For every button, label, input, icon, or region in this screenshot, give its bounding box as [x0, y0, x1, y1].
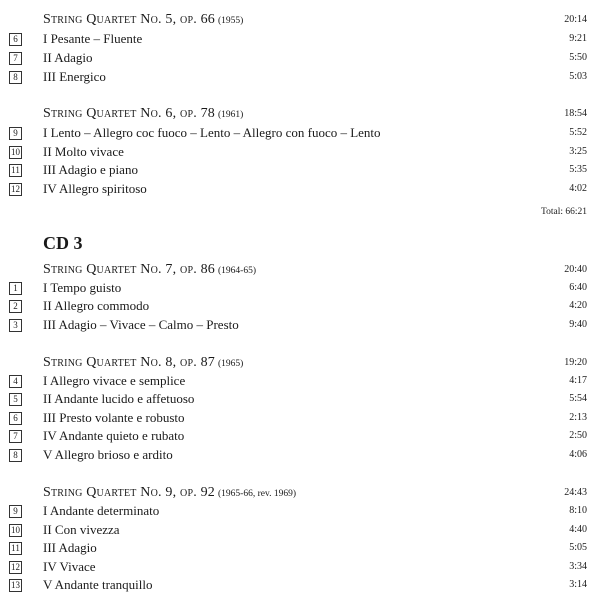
- track-number: 11: [9, 164, 22, 177]
- track-duration: 5:05: [569, 542, 587, 553]
- track-title: IV Vivace: [43, 559, 96, 574]
- track-number: 7: [9, 52, 22, 65]
- work-title: String Quartet No. 9, op. 92 (1965-66, rev. 1969): [43, 485, 297, 500]
- work-title: String Quartet No. 8, op. 87 (1965): [43, 355, 244, 370]
- track-row: [0, 69, 600, 88]
- track-title: III Presto volante e robusto: [43, 410, 185, 425]
- track-row: [0, 522, 600, 541]
- track-duration: 6:40: [569, 282, 587, 293]
- work-duration: 20:40: [564, 264, 587, 275]
- work-title: String Quartet No. 5, op. 66 (1955): [43, 12, 244, 27]
- track-duration: 9:21: [569, 33, 587, 44]
- track-title: I Tempo guisto: [43, 280, 122, 295]
- track-duration: 3:14: [569, 579, 587, 590]
- track-duration: 5:52: [569, 127, 587, 138]
- track-title: II Adagio: [43, 50, 93, 65]
- track-number: 3: [9, 319, 22, 332]
- track-row: [0, 181, 600, 200]
- track-row: [0, 391, 600, 410]
- track-duration: 5:54: [569, 393, 587, 404]
- track-row: [0, 317, 600, 336]
- track-number: 10: [11, 525, 20, 535]
- disc-heading: CD 3: [43, 233, 83, 253]
- track-number: 1: [9, 282, 22, 295]
- track-duration: 4:20: [569, 300, 587, 311]
- track-title: V Andante tranquillo: [43, 577, 153, 592]
- track-title: I Andante determinato: [43, 503, 160, 518]
- track-duration: 5:35: [569, 164, 587, 175]
- track-title: IV Allegro spiritoso: [43, 181, 147, 196]
- work-title: String Quartet No. 6, op. 78 (1961): [43, 106, 244, 121]
- track-row: [0, 280, 600, 299]
- track-number: 10: [11, 147, 20, 157]
- track-row: [0, 298, 600, 317]
- work-header: [0, 485, 600, 504]
- track-number: 7: [9, 430, 22, 443]
- track-row: [0, 447, 600, 466]
- track-row: [0, 559, 600, 578]
- track-duration: 2:50: [569, 430, 587, 441]
- track-duration: 4:02: [569, 183, 587, 194]
- disc-total-duration: Total: 66:21: [540, 207, 587, 217]
- track-title: III Adagio e piano: [43, 162, 138, 177]
- track-row: [0, 31, 600, 50]
- work-title: String Quartet No. 7, op. 86 (1964-65): [43, 262, 257, 277]
- track-duration: 2:13: [569, 412, 587, 423]
- track-title: IV Andante quieto e rubato: [43, 428, 185, 443]
- track-title: III Energico: [43, 69, 106, 84]
- track-row: [0, 428, 600, 447]
- track-title: II Andante lucido e affetuoso: [43, 391, 195, 406]
- track-duration: 4:06: [569, 449, 587, 460]
- work-duration: 20:14: [564, 14, 587, 25]
- work-header: [0, 262, 600, 281]
- track-number: 13: [11, 580, 20, 590]
- track-duration: 3:34: [569, 561, 587, 572]
- disc-total: [0, 204, 600, 223]
- track-row: [0, 503, 600, 522]
- track-number: 9: [9, 127, 22, 140]
- track-title: I Allegro vivace e semplice: [43, 373, 186, 388]
- track-number: 8: [9, 71, 22, 84]
- track-duration: 3:25: [569, 146, 587, 157]
- track-duration: 4:40: [569, 524, 587, 535]
- work-year: (1965-66, rev. 1969): [218, 489, 297, 499]
- work-year: (1955): [218, 16, 244, 26]
- track-number: 8: [9, 449, 22, 462]
- track-row: [0, 577, 600, 596]
- work-duration: 19:20: [564, 357, 587, 368]
- track-number: 6: [9, 412, 22, 425]
- track-number: 6: [9, 33, 22, 46]
- track-row: [0, 540, 600, 559]
- track-title: II Con vivezza: [43, 522, 120, 537]
- track-number: 12: [11, 184, 20, 194]
- track-number: 12: [11, 562, 20, 572]
- work-duration: 24:43: [564, 487, 587, 498]
- work-header: [0, 12, 600, 31]
- work-header: [0, 355, 600, 374]
- track-title: I Lento – Allegro coc fuoco – Lento – Allegro con fuoco – Lento: [43, 125, 381, 140]
- track-number: 9: [9, 505, 22, 518]
- track-row: [0, 373, 600, 392]
- track-duration: 5:03: [569, 71, 587, 82]
- track-title: II Allegro commodo: [43, 298, 150, 313]
- track-duration: 5:50: [569, 52, 587, 63]
- track-title: III Adagio: [43, 540, 97, 555]
- track-row: [0, 162, 600, 181]
- track-number: 2: [9, 300, 22, 313]
- track-title: I Pesante – Fluente: [43, 31, 143, 46]
- track-title: III Adagio – Vivace – Calmo – Presto: [43, 317, 239, 332]
- work-header: [0, 106, 600, 125]
- track-duration: 9:40: [569, 319, 587, 330]
- track-row: [0, 144, 600, 163]
- track-row: [0, 50, 600, 69]
- work-year: (1965): [218, 359, 244, 369]
- track-number: 4: [9, 375, 22, 388]
- track-title: II Molto vivace: [43, 144, 124, 159]
- track-duration: 4:17: [569, 375, 587, 386]
- work-year: (1961): [218, 110, 244, 120]
- track-title: V Allegro brioso e ardito: [43, 447, 173, 462]
- track-row: [0, 125, 600, 144]
- track-number: 11: [9, 542, 22, 555]
- work-year: (1964-65): [218, 266, 257, 276]
- work-duration: 18:54: [564, 108, 587, 119]
- track-number: 5: [9, 393, 22, 406]
- track-row: [0, 410, 600, 429]
- track-duration: 8:10: [569, 505, 587, 516]
